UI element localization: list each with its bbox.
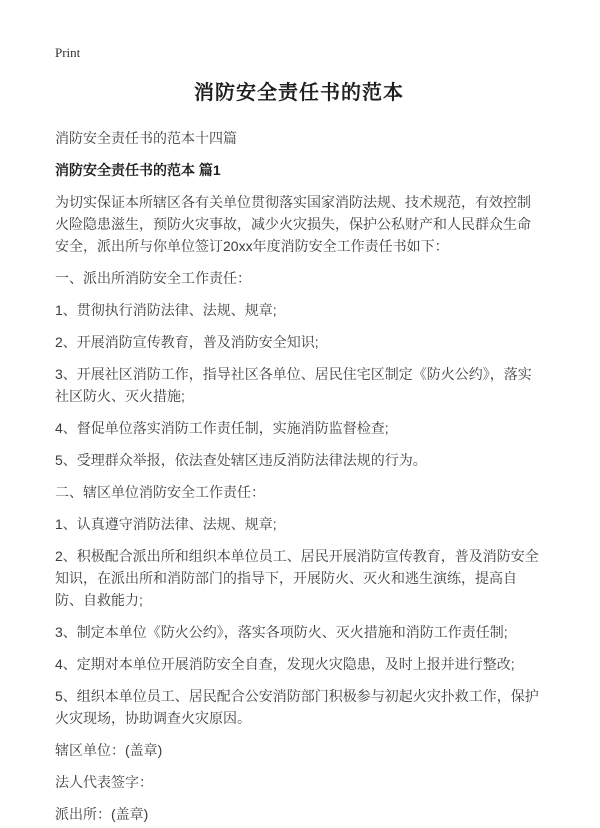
paragraph: 二、辖区单位消防安全工作责任： [55, 484, 265, 500]
paragraph: 2、积极配合派出所和组织本单位员工、居民开展消防宣传教育，普及消防安全知识，在派出所和消防部门的指导下，开展防火、灭火和逃生演练，提高自防、自救能力; [55, 548, 539, 608]
paragraph: 1、贯彻执行消防法律、法规、规章; [55, 302, 277, 318]
paragraph: 2、开展消防宣传教育，普及消防安全知识; [55, 334, 319, 350]
paragraph: 为切实保证本所辖区各有关单位贯彻落实国家消防法规、技术规范，有效控制火险隐患滋生，预防火灾事故，减少火灾损失，保护公私财产和人民群众生命安全，派出所与你单位签订20xx年度消防安全工作责任书如下： [55, 194, 531, 254]
print-link[interactable]: Print [55, 45, 81, 60]
paragraph: 3、开展社区消防工作，指导社区各单位、居民住宅区制定《防火公约》，落实社区防火、灭火措施; [55, 366, 532, 404]
paragraph: 1、认真遵守消防法律、法规、规章; [55, 516, 277, 532]
paragraph: 3、制定本单位《防火公约》，落实各项防火、灭火措施和消防工作责任制; [55, 624, 508, 640]
document-subtitle: 消防安全责任书的范本十四篇 [55, 130, 237, 146]
paragraph: 一、派出所消防安全工作责任： [55, 270, 251, 286]
paragraph: 辖区单位：(盖章) [55, 742, 163, 758]
paragraph: 5、组织本单位员工、居民配合公安消防部门积极参与初起火灾扑救工作，保护火灾现场，协助调查火灾原因。 [55, 688, 539, 726]
paragraph: 5、受理群众举报，依法查处辖区违反消防法律法规的行为。 [55, 452, 427, 468]
paragraph: 法人代表签字： [55, 774, 153, 790]
paragraph: 4、督促单位落实消防工作责任制，实施消防监督检查; [55, 420, 389, 436]
document-body [55, 127, 543, 825]
section-heading: 消防安全责任书的范本 篇1 [55, 162, 221, 178]
paragraph: 4、定期对本单位开展消防安全自查，发现火灾隐患，及时上报并进行整改; [55, 656, 515, 672]
page-title: 消防安全责任书的范本 [194, 82, 404, 104]
paragraph: 派出所：(盖章) [55, 806, 149, 822]
